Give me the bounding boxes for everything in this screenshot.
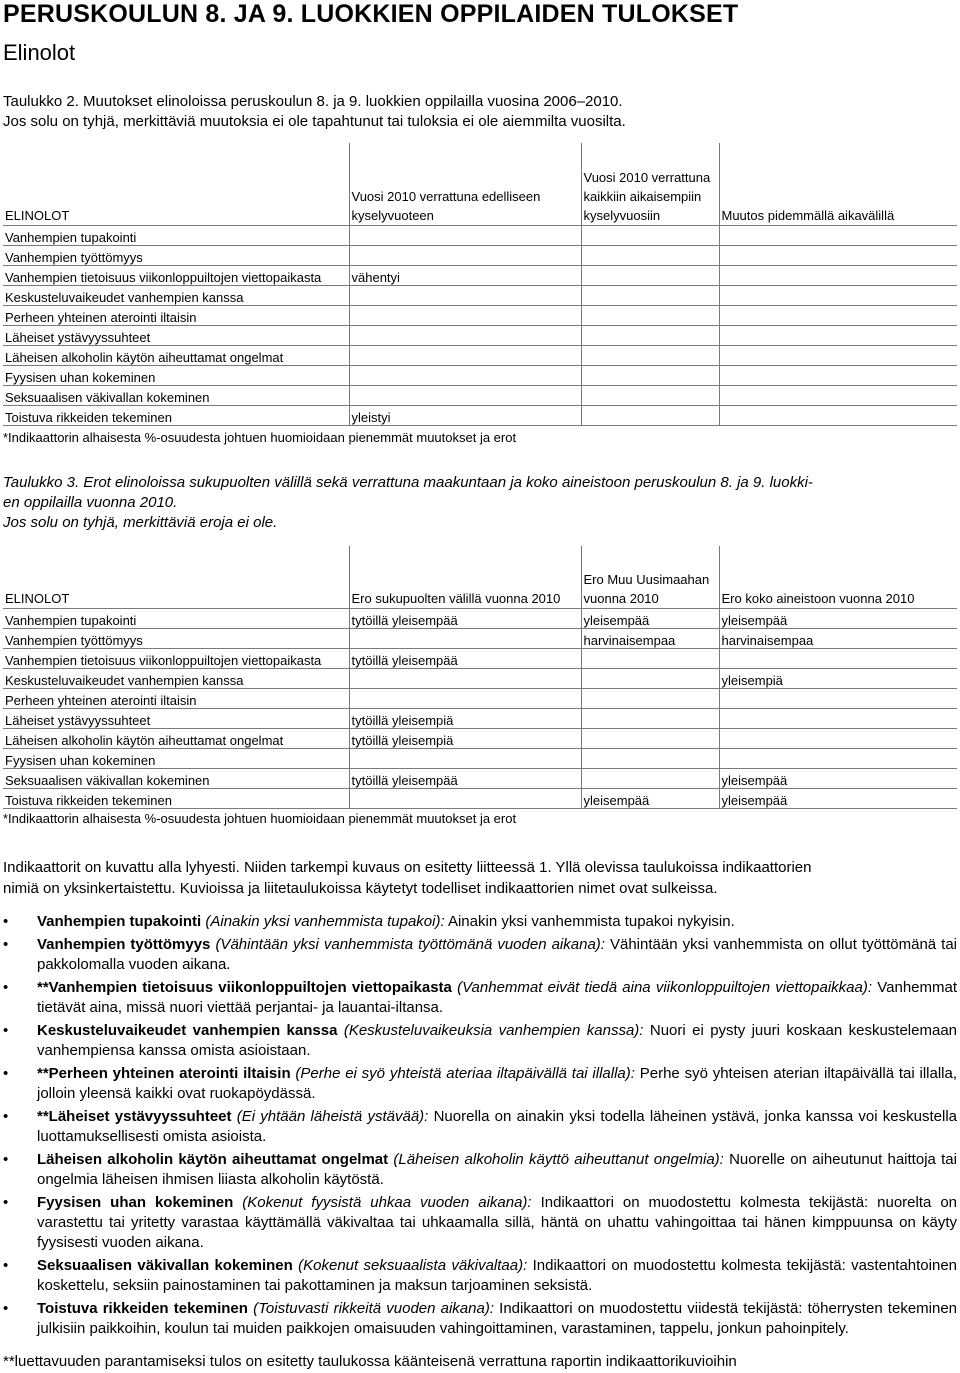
definition-item [3,1256,957,1296]
definition-item [3,1299,957,1339]
table-cell [581,768,719,788]
table3-caption [3,473,813,533]
table3-caption-line: Taulukko 3. Erot elinoloissa sukupuolten välillä sekä verrattuna maakuntaan ja koko aineistoon peruskoulun 8. ja 9. luokki- [3,474,813,491]
table-cell [581,668,719,688]
indicator-definitions [3,912,957,1342]
table-row [3,728,957,748]
table-row [3,608,957,628]
table-cell [349,788,581,808]
table-row [3,648,957,668]
table3-column-header: ELINOLOT [3,546,349,608]
table-cell: yleisempää [719,768,957,788]
table3-column-header: Ero Muu Uusimaahan vuonna 2010 [581,546,719,608]
table-cell [719,225,957,245]
indicator-name: Läheisen alkoholin käytön aiheuttamat ongelmat [37,1151,389,1168]
table-cell [349,748,581,768]
definition-item [3,1150,957,1190]
bullet-icon: • [3,1194,9,1211]
table-cell [349,668,581,688]
table-cell [719,688,957,708]
table2-column-header: ELINOLOT [3,143,349,225]
indicator-full-name: (Vähintään yksi vanhemmista työttömänä vuoden aikana): [215,936,605,953]
table-cell: tytöillä yleisempiä [349,708,581,728]
intro-line: Indikaattorit on kuvattu alla lyhyesti. Niiden tarkempi kuvaus on esitetty liitteessä 1. Yllä olevissa taulukoissa indikaattorien [3,859,812,876]
table-row [3,325,957,345]
table-cell: yleisempiä [719,668,957,688]
intro-line: nimiä on yksinkertaistettu. Kuvioissa ja liitetaulukoissa käytetyt todelliset indikaattorien nimet ovat sulkeissa. [3,880,718,897]
indicator-full-name: (Kokenut fyysistä uhkaa vuoden aikana): [242,1194,532,1211]
indicator-full-name: (Kokenut seksuaalista väkivaltaa): [298,1257,528,1274]
row-label-cell: Toistuva rikkeiden tekeminen [3,405,349,425]
section-title: Elinolot [3,40,76,65]
table-cell: yleistyi [349,405,581,425]
table3-caption-line: Jos solu on tyhjä, merkittäviä eroja ei ole. [3,514,278,531]
indicator-full-name: (Ei yhtään läheistä ystävää): [236,1108,429,1125]
table3-header-row [3,546,957,608]
bullet-icon: • [3,1300,9,1317]
indicator-description: Indikaattori on muodostettu kolmesta tekijästä: vastentahtoinen koskettelu, seksiin painostaminen tai pakottaminen ja maksun tarjoaminen seksistä. [37,1257,958,1294]
indicator-description: Indikaattori on muodostettu viidestä tekijästä: töherrysten tekeminen julkisiin paikkoihin, koulun tai muiden paikkojen omaisuuden vahingoittaminen, varastaminen, tappelu, jonkun pahoinpitely. [37,1300,958,1337]
table-row [3,788,957,808]
table-cell [581,285,719,305]
table2-footnote: *Indikaattorin alhaisesta %-osuudesta johtuen huomioidaan pienemmät muutokset ja erot [3,430,517,445]
table-cell [719,245,957,265]
bullet-icon: • [3,913,9,930]
table3-column-header: Ero koko aineistoon vuonna 2010 [719,546,957,608]
table-cell [349,628,581,648]
table-cell [719,385,957,405]
table-cell [349,325,581,345]
indicator-full-name: (Vanhemmat eivät tiedä aina viikonloppuiltojen viettopaikkaa): [457,979,873,996]
table-cell [349,225,581,245]
definition-item [3,978,957,1018]
table2-caption-line: Jos solu on tyhjä, merkittäviä muutoksia ei ole tapahtunut tai tuloksia ei ole aiemmilta vuosilta. [3,113,626,130]
table-row [3,385,957,405]
table-row [3,668,957,688]
indicator-full-name: (Perhe ei syö yhteistä ateriaa iltapäivällä tai illalla): [295,1065,635,1082]
definition-item [3,1107,957,1147]
table-cell [719,265,957,285]
table3-caption-line: en oppilailla vuonna 2010. [3,494,178,511]
table-cell [349,688,581,708]
table2-body [3,225,957,425]
table-row [3,245,957,265]
indicator-description: Vanhemmat tietävät aina, missä nuori viettää perjantai- ja lauantai-iltansa. [37,979,958,1016]
table-cell [581,385,719,405]
indicator-description: Vähintään yksi vanhemmista on ollut työttömänä tai pakkolomalla vuoden aikana. [37,936,957,973]
table2-caption-line: Taulukko 2. Muutokset elinoloissa peruskoulun 8. ja 9. luokkien oppilailla vuosina 2006–2010. [3,93,623,110]
page-title: PERUSKOULUN 8. JA 9. LUOKKIEN OPPILAIDEN TULOKSET [3,0,739,28]
table-cell [719,285,957,305]
indicator-name: Vanhempien tupakointi [37,913,202,930]
table-cell: tytöillä yleisempää [349,648,581,668]
indicator-name: **Läheiset ystävyyssuhteet [37,1108,232,1125]
table3 [3,546,957,809]
row-label-cell: Fyysisen uhan kokeminen [3,748,349,768]
table3-column-header: Ero sukupuolten välillä vuonna 2010 [349,546,581,608]
definition-item [3,1064,957,1104]
bullet-icon: • [3,979,9,996]
indicator-description: Nuori ei pysty juuri koskaan keskustelemaan vanhempiensa kanssa omista asioistaan. [37,1022,958,1059]
table-cell [581,325,719,345]
table-cell [719,405,957,425]
table-cell: harvinaisempaa [719,628,957,648]
table2-column-header: Muutos pidemmällä aikavälillä [719,143,957,225]
table-cell: yleisempää [581,788,719,808]
table2-header-row [3,143,957,225]
table-cell [719,648,957,668]
row-label-cell: Vanhempien työttömyys [3,245,349,265]
table-cell: yleisempää [581,608,719,628]
indicator-description: Indikaattori on muodostettu kolmesta tekijästä: nuorelta on varastettu tai yritetty varastaa käyttämällä väkivaltaa tai uhkaamalla sillä, häntä on uhattu vahingoittaa tai hänen kimppuunsa on käyty fyysisesti vuoden aikana. [37,1194,958,1251]
table-row [3,345,957,365]
bullet-icon: • [3,1151,9,1168]
row-label-cell: Läheisen alkoholin käytön aiheuttamat ongelmat [3,345,349,365]
table-cell [719,365,957,385]
table2-column-header: Vuosi 2010 verrattuna edelliseen kyselyvuoteen [349,143,581,225]
indicator-description: Perhe syö yhteisen aterian iltapäivällä tai illalla, jolloin yleensä kaikki ovat ruokapöydässä. [37,1065,958,1102]
bullet-icon: • [3,1022,9,1039]
bullet-icon: • [3,936,9,953]
table-cell [349,245,581,265]
table-row [3,285,957,305]
indicator-name: **Perheen yhteinen aterointi iltaisin [37,1065,291,1082]
row-label-cell: Vanhempien työttömyys [3,628,349,648]
table-row [3,628,957,648]
row-label-cell: Läheiset ystävyyssuhteet [3,708,349,728]
definition-item [3,935,957,975]
indicator-full-name: (Keskusteluvaikeuksia vanhempien kanssa): [343,1022,644,1039]
row-label-cell: Seksuaalisen väkivallan kokeminen [3,768,349,788]
row-label-cell: Vanhempien tupakointi [3,225,349,245]
table-cell: tytöillä yleisempää [349,608,581,628]
table-row [3,708,957,728]
table-row [3,365,957,385]
table-cell [349,345,581,365]
table-row [3,265,957,285]
table-row [3,225,957,245]
indicator-description: Nuorelle on aiheutunut haittoja tai ongelmia läheisen ihmisen liiasta alkoholin käytöstä. [37,1151,957,1188]
table-cell [349,365,581,385]
table2-column-header: Vuosi 2010 verrattuna kaikkiin aikaisempiin kyselyvuosiin [581,143,719,225]
row-label-cell: Fyysisen uhan kokeminen [3,365,349,385]
table-row [3,405,957,425]
table-cell [719,305,957,325]
table-row [3,748,957,768]
table-cell [349,385,581,405]
row-label-cell: Keskusteluvaikeudet vanhempien kanssa [3,285,349,305]
table-cell [719,748,957,768]
table-cell [581,365,719,385]
indicator-name: Vanhempien työttömyys [37,936,211,953]
table3-body [3,608,957,808]
indicator-description: Ainakin yksi vanhemmista tupakoi nykyisin. [447,913,735,930]
indicator-name: Fyysisen uhan kokeminen [37,1194,234,1211]
intro-paragraph [3,857,957,899]
row-label-cell: Vanhempien tietoisuus viikonloppuiltojen viettopaikasta [3,265,349,285]
definition-item [3,1021,957,1061]
table-cell [349,305,581,325]
table-cell [581,748,719,768]
row-label-cell: Seksuaalisen väkivallan kokeminen [3,385,349,405]
table-cell: tytöillä yleisempiä [349,728,581,748]
row-label-cell: Vanhempien tupakointi [3,608,349,628]
indicator-name: **Vanhempien tietoisuus viikonloppuiltojen viettopaikasta [37,979,452,996]
table3-footnote: *Indikaattorin alhaisesta %-osuudesta johtuen huomioidaan pienemmät muutokset ja erot [3,811,517,826]
table-cell [581,225,719,245]
indicator-full-name: (Toistuvasti rikkeitä vuoden aikana): [253,1300,494,1317]
table-row [3,688,957,708]
table-cell: vähentyi [349,265,581,285]
readability-note: **luettavuuden parantamiseksi tulos on esitetty taulukossa käänteisenä verrattuna raportin indikaattorikuvioihin [3,1353,737,1370]
definition-item [3,1193,957,1253]
table-row [3,768,957,788]
row-label-cell: Läheiset ystävyyssuhteet [3,325,349,345]
table-cell: yleisempää [719,788,957,808]
table-cell [719,708,957,728]
table-cell [719,345,957,365]
definition-item [3,912,957,932]
indicator-name: Keskusteluvaikeudet vanhempien kanssa [37,1022,338,1039]
indicator-full-name: (Ainakin yksi vanhemmista tupakoi): [205,913,445,930]
table-cell [349,285,581,305]
row-label-cell: Keskusteluvaikeudet vanhempien kanssa [3,668,349,688]
bullet-icon: • [3,1065,9,1082]
table-cell [581,305,719,325]
table-cell [581,708,719,728]
indicator-name: Toistuva rikkeiden tekeminen [37,1300,248,1317]
table-cell [719,325,957,345]
table-cell: yleisempää [719,608,957,628]
table-cell [719,728,957,748]
row-label-cell: Toistuva rikkeiden tekeminen [3,788,349,808]
table-row [3,305,957,325]
row-label-cell: Perheen yhteinen aterointi iltaisin [3,688,349,708]
table-cell [581,688,719,708]
table-cell [581,728,719,748]
row-label-cell: Vanhempien tietoisuus viikonloppuiltojen viettopaikasta [3,648,349,668]
table-cell [581,265,719,285]
indicator-description: Nuorella on ainakin yksi todella läheinen ystävä, jonka kanssa voi keskustella luottamuksellisesti omista asioista. [37,1108,957,1145]
table-cell [581,245,719,265]
bullet-icon: • [3,1108,9,1125]
indicator-full-name: (Läheisen alkoholin käyttö aiheuttanut ongelmia): [393,1151,724,1168]
row-label-cell: Perheen yhteinen aterointi iltaisin [3,305,349,325]
table-cell [581,405,719,425]
table-cell: harvinaisempaa [581,628,719,648]
table2 [3,143,957,426]
table-cell [581,345,719,365]
table2-caption [3,92,626,132]
table-cell [581,648,719,668]
bullet-icon: • [3,1257,9,1274]
row-label-cell: Läheisen alkoholin käytön aiheuttamat ongelmat [3,728,349,748]
indicator-name: Seksuaalisen väkivallan kokeminen [37,1257,293,1274]
table-cell: tytöillä yleisempää [349,768,581,788]
